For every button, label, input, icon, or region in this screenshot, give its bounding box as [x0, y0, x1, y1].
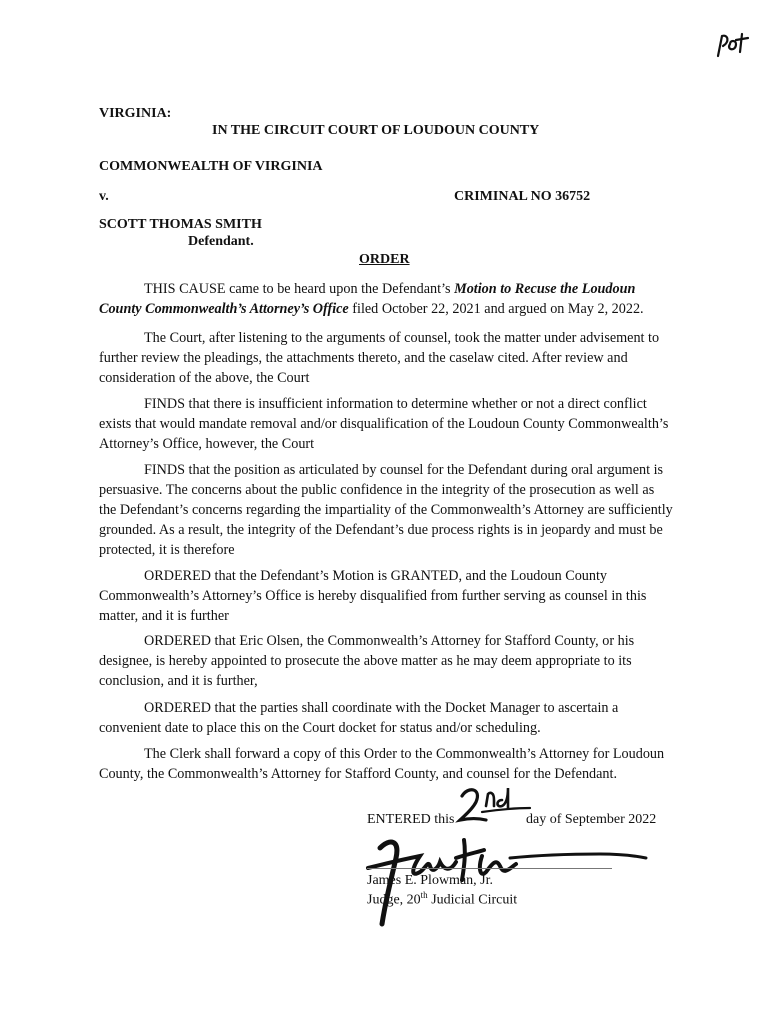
judge-title-prefix: Judge, 20: [367, 892, 421, 908]
judge-title-suffix: Judicial Circuit: [427, 892, 518, 908]
handwritten-day: [452, 782, 534, 832]
versus-label: v.: [99, 189, 109, 204]
paragraph-finds-insufficient: FINDS that there is insufficient information to determine whether or not a direct conflict exists that would mandate removal and/or disqualification of the Loudoun County Commonwealth’s Attorney’s Office, however, the Court: [99, 396, 669, 452]
case-number: CRIMINAL NO 36752: [454, 189, 591, 204]
paragraph-clerk: The Clerk shall forward a copy of this Order to the Commonwealth’s Attorney for Loudoun County, the Commonwealth’s Attorney for Stafford County, and counsel for the Defendant.: [99, 746, 665, 782]
paragraph-ordered-appoint: ORDERED that Eric Olsen, the Commonwealth’s Attorney for Stafford County, or his designee, is hereby appointed to prosecute the above matter as he may deem appropriate to its conclusion, and it is further,: [99, 633, 635, 689]
entered-prefix: ENTERED this: [367, 812, 455, 827]
plaintiff-name: COMMONWEALTH OF VIRGINIA: [99, 159, 323, 174]
defendant-name: SCOTT THOMAS SMITH: [99, 217, 262, 232]
motion-title: Motion to Recuse the Loudoun County Commonwealth’s Attorney’s Office: [99, 281, 636, 317]
signature-line: [367, 868, 612, 869]
paragraph-cause-start: THIS CAUSE came to be heard upon the Defendant’s: [144, 281, 455, 297]
state-label: VIRGINIA:: [99, 106, 172, 121]
paragraph-ordered-granted: ORDERED that the Defendant’s Motion is GRANTED, and the Loudoun County Commonwealth’s Attorney’s Office is hereby disqualified from further serving as counsel in this matter, and it is further: [99, 568, 647, 624]
paragraph-finds-persuasive: FINDS that the position as articulated by counsel for the Defendant during oral argument is persuasive. The concerns about the public confidence in the integrity of the prosecution as well as the Defendant’s concerns regarding the impartiality of the Commonwealth’s Attorney are sufficiently grounded. As a result, the integrity of the Defendant’s due process rights is in jeopardy and must be protected, it is therefore: [99, 462, 673, 558]
corner-initials-mark: [712, 28, 760, 64]
court-name: IN THE CIRCUIT COURT OF LOUDOUN COUNTY: [212, 123, 540, 138]
judge-name: James E. Plowman, Jr.: [367, 873, 493, 888]
paragraph-advisement: The Court, after listening to the arguments of counsel, took the matter under advisement to further review the pleadings, the attachments thereto, and the caselaw cited. After review and consideration of the above, the Court: [99, 330, 660, 386]
paragraph-cause: [99, 279, 674, 319]
order-title: ORDER: [359, 252, 410, 267]
judge-title-sup: th: [420, 890, 428, 900]
paragraph-ordered-docket: ORDERED that the parties shall coordinate with the Docket Manager to ascertain a convenient date to place this on the Court docket for status and/or scheduling.: [99, 700, 619, 736]
paragraph-cause-end: filed October 22, 2021 and argued on May 2, 2022.: [348, 301, 644, 317]
judge-title: [367, 890, 517, 909]
entered-suffix: day of September 2022: [526, 812, 657, 827]
defendant-role: Defendant.: [188, 234, 254, 249]
